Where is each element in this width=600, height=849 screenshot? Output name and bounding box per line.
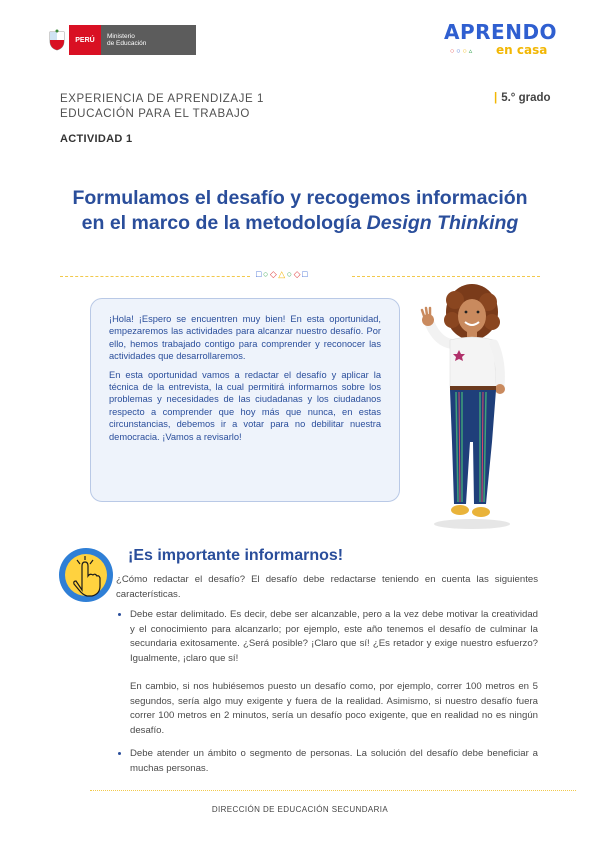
divider-left	[60, 276, 250, 277]
characteristics-list	[116, 608, 538, 776]
touch-hand-icon	[57, 546, 115, 604]
activity-label: ACTIVIDAD 1	[60, 133, 133, 145]
aprendo-en-casa-logo	[444, 22, 560, 62]
list-item	[130, 608, 538, 738]
bubble-paragraph-2: En esta oportunidad vamos a redactar el desafío y aplicar la técnica de la entrevista, la cual permitirá informarnos sobre los problemas y necesidades de las ciudadanas y los ciudadanos respecto a comprender que hoy más que nunca, en estas circunstancias, debemos ir a votar para no debilitar nuestra democracia. ¡Vamos a revisarlo!	[109, 369, 381, 442]
peru-label: PERÚ	[69, 25, 101, 55]
section-title: ¡Es importante informarnos!	[128, 547, 344, 564]
grade-text: 5.° grado	[501, 92, 551, 104]
footer-text: DIRECCIÓN DE EDUCACIÓN SECUNDARIA	[211, 805, 389, 814]
grade-bar: |	[494, 92, 498, 104]
experience-line1: EXPERIENCIA DE APRENDIZAJE 1	[60, 93, 265, 105]
bubble-paragraph-1: ¡Hola! ¡Espero se encuentren muy bien! En esta oportunidad, empezaremos las actividades para alcanzar nuestro desafío. Por ello, hemos trabajado contigo para comprender y reconocer las actividades que desarrollaremos.	[109, 314, 381, 362]
bullet-1-continuation: En cambio, si nos hubiésemos puesto un desafío como, por ejemplo, correr 100 metros en 5 segundos, sería algo muy exigente y fuera de la realidad. Asimismo, si nuestro desafío fuera correr 100 metros en 2 minutos, sería un desafío poco exigente, que en realidad no es ningún desafío.	[130, 681, 538, 736]
title-line2-prefix: en el marco de la metodología	[81, 212, 367, 234]
speech-bubble	[90, 298, 400, 502]
title-line2	[40, 211, 560, 236]
list-item	[130, 747, 538, 776]
bullet-1-text: • Debe estar delimitado. Es decir, debe ser alcanzable, pero a la vez debe motivar la creatividad y el conocimiento para alcanzarlo; por ejemplo, este año tenemos el desafío de culminar la secundaria exitosamente. ¿Será posible? ¡Claro que sí! ¿Es retador y exige nuestro esfuerzo? Igualmente, ¡claro que sí!	[130, 609, 538, 664]
grade-label	[494, 92, 551, 104]
divider-shapes-icon: □○◇△○◇□	[256, 269, 310, 279]
ministry-label	[101, 25, 196, 55]
brand-shapes-icon: ○○○▵	[450, 48, 475, 55]
title-line2-italic: Design Thinking	[366, 212, 519, 234]
teacher-illustration	[410, 282, 525, 532]
footer-divider	[90, 790, 576, 791]
page-title	[40, 186, 560, 236]
ministry-line2: de Educación	[107, 40, 147, 47]
section-intro: ¿Cómo redactar el desafío? El desafío debe redactarse teniendo en cuenta las siguientes características.	[116, 574, 538, 600]
minedu-logo	[45, 25, 196, 55]
experience-line2: EDUCACIÓN PARA EL TRABAJO	[60, 108, 250, 120]
experience-heading	[60, 92, 264, 122]
title-line1: Formulamos el desafío y recogemos información	[72, 187, 528, 209]
brand-sub: en casa	[496, 43, 548, 57]
ministry-line1: Ministerio	[107, 33, 135, 40]
divider-right	[352, 276, 540, 277]
bullet-2-text: • Debe atender un ámbito o segmento de personas. La solución del desafío debe beneficiar a muchas personas.	[130, 748, 538, 774]
section-body	[116, 573, 538, 785]
peru-coat-of-arms-icon	[45, 25, 69, 55]
brand-word: APRENDO	[444, 20, 558, 44]
